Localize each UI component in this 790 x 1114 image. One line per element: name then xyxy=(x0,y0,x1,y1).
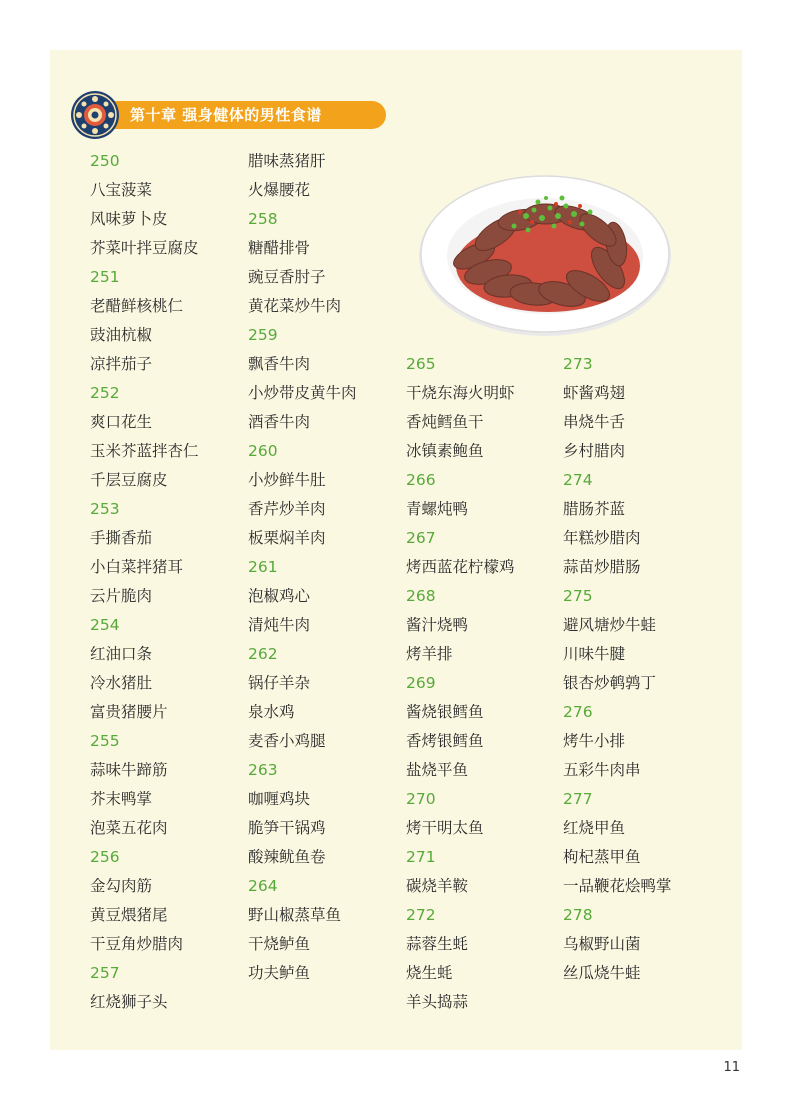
toc-recipe-title: 清炖牛肉 xyxy=(248,616,311,634)
toc-recipe-title: 金勾肉筋 xyxy=(90,877,153,895)
toc-recipe-title: 千层豆腐皮 xyxy=(90,471,168,489)
toc-recipe-title: 锅仔羊杂 xyxy=(248,674,311,692)
toc-page-number: 270 xyxy=(406,790,436,808)
toc-recipe-title: 酸辣鱿鱼卷 xyxy=(248,848,326,866)
toc-recipe-title: 年糕炒腊肉 xyxy=(563,529,641,547)
toc-page-number: 262 xyxy=(248,645,278,663)
toc-recipe-title: 风味萝卜皮 xyxy=(90,210,168,228)
toc-recipe-title: 火爆腰花 xyxy=(248,181,311,199)
toc-recipe-title: 腊味蒸猪肝 xyxy=(248,152,326,170)
toc-page-number: 263 xyxy=(248,761,278,779)
toc-recipe-title: 干豆角炒腊肉 xyxy=(90,935,184,953)
toc-recipe-title: 烤干明太鱼 xyxy=(406,819,484,837)
toc-page-number: 252 xyxy=(90,384,120,402)
toc-recipe-title: 泉水鸡 xyxy=(248,703,295,721)
toc-recipe-title: 虾酱鸡翅 xyxy=(563,384,626,402)
toc-page-number: 250 xyxy=(90,152,120,170)
toc-recipe-title: 豉油杭椒 xyxy=(90,326,153,344)
toc-recipe-title: 小炒带皮黄牛肉 xyxy=(248,384,357,402)
chapter-title: 第十章 强身健体的男性食谱 xyxy=(130,106,322,124)
toc-recipe-title: 乌椒野山菌 xyxy=(563,935,641,953)
toc-recipe-title: 云片脆肉 xyxy=(90,587,153,605)
toc-recipe-title: 红烧甲鱼 xyxy=(563,819,626,837)
toc-recipe-title: 泡菜五花肉 xyxy=(90,819,168,837)
toc-recipe-title: 八宝菠菜 xyxy=(90,181,153,199)
toc-page-number: 275 xyxy=(563,587,593,605)
toc-page-number: 273 xyxy=(563,355,593,373)
toc-page-number: 266 xyxy=(406,471,436,489)
toc-recipe-title: 小白菜拌猪耳 xyxy=(90,558,184,576)
toc-column-4 xyxy=(563,350,723,988)
toc-recipe-title: 青螺炖鸭 xyxy=(406,500,469,518)
toc-page-number: 276 xyxy=(563,703,593,721)
toc-page-number: 254 xyxy=(90,616,120,634)
toc-recipe-title: 小炒鲜牛肚 xyxy=(248,471,326,489)
toc-page-number: 256 xyxy=(90,848,120,866)
toc-recipe-title: 野山椒蒸草鱼 xyxy=(248,906,342,924)
toc-recipe-title: 酱烧银鳕鱼 xyxy=(406,703,484,721)
toc-page-number: 268 xyxy=(406,587,436,605)
chapter-emblem-icon xyxy=(70,90,120,140)
toc-page-number: 261 xyxy=(248,558,278,576)
toc-page-number: 267 xyxy=(406,529,436,547)
toc-recipe-title: 烤西蓝花柠檬鸡 xyxy=(406,558,515,576)
toc-recipe-title: 红烧狮子头 xyxy=(90,993,168,1011)
toc-recipe-title: 干烧东海火明虾 xyxy=(406,384,515,402)
toc-page-number: 260 xyxy=(248,442,278,460)
toc-recipe-title: 芥菜叶拌豆腐皮 xyxy=(90,239,199,257)
toc-page-number: 251 xyxy=(90,268,120,286)
toc-page-number: 258 xyxy=(248,210,278,228)
toc-recipe-title: 功夫鲈鱼 xyxy=(248,964,311,982)
toc-recipe-title: 豌豆香肘子 xyxy=(248,268,326,286)
toc-recipe-title: 糖醋排骨 xyxy=(248,239,311,257)
toc-page-number: 271 xyxy=(406,848,436,866)
toc-recipe-title: 红油口条 xyxy=(90,645,153,663)
toc-recipe-title: 芥末鸭掌 xyxy=(90,790,153,808)
toc-recipe-title: 爽口花生 xyxy=(90,413,153,431)
toc-recipe-title: 玉米芥蓝拌杏仁 xyxy=(90,442,199,460)
toc-page-number: 255 xyxy=(90,732,120,750)
toc-recipe-title: 烤牛小排 xyxy=(563,732,626,750)
toc-recipe-title: 一品鞭花烩鸭掌 xyxy=(563,877,672,895)
toc-recipe-title: 银杏炒鹌鹑丁 xyxy=(563,674,657,692)
toc-recipe-title: 烧生蚝 xyxy=(406,964,453,982)
toc-recipe-title: 泡椒鸡心 xyxy=(248,587,311,605)
toc-recipe-title: 蒜蓉生蚝 xyxy=(406,935,469,953)
toc-page-number: 259 xyxy=(248,326,278,344)
dish-photo xyxy=(416,168,674,338)
toc-recipe-title: 香芹炒羊肉 xyxy=(248,500,326,518)
toc-recipe-title: 咖喱鸡块 xyxy=(248,790,311,808)
toc-recipe-title: 老醋鲜核桃仁 xyxy=(90,297,184,315)
toc-recipe-title: 避风塘炒牛蛙 xyxy=(563,616,657,634)
toc-column-1 xyxy=(90,147,250,1017)
toc-recipe-title: 手撕香茄 xyxy=(90,529,153,547)
toc-recipe-title: 黄花菜炒牛肉 xyxy=(248,297,342,315)
toc-recipe-title: 酱汁烧鸭 xyxy=(406,616,469,634)
toc-recipe-title: 冷水猪肚 xyxy=(90,674,153,692)
toc-page-number: 269 xyxy=(406,674,436,692)
toc-recipe-title: 盐烧平鱼 xyxy=(406,761,469,779)
toc-recipe-title: 冰镇素鲍鱼 xyxy=(406,442,484,460)
toc-page-number: 253 xyxy=(90,500,120,518)
page-number: 11 xyxy=(723,1060,740,1075)
toc-page-number: 277 xyxy=(563,790,593,808)
toc-recipe-title: 麦香小鸡腿 xyxy=(248,732,326,750)
toc-recipe-title: 香炖鳕鱼干 xyxy=(406,413,484,431)
toc-page-number: 272 xyxy=(406,906,436,924)
toc-recipe-title: 蒜苗炒腊肠 xyxy=(563,558,641,576)
toc-recipe-title: 枸杞蒸甲鱼 xyxy=(563,848,641,866)
toc-recipe-title: 香烤银鳕鱼 xyxy=(406,732,484,750)
toc-recipe-title: 串烧牛舌 xyxy=(563,413,626,431)
toc-recipe-title: 五彩牛肉串 xyxy=(563,761,641,779)
toc-page-number: 274 xyxy=(563,471,593,489)
toc-recipe-title: 凉拌茄子 xyxy=(90,355,153,373)
toc-column-2 xyxy=(248,147,408,988)
toc-recipe-title: 富贵猪腰片 xyxy=(90,703,168,721)
toc-page-number: 264 xyxy=(248,877,278,895)
toc-recipe-title: 蒜味牛蹄筋 xyxy=(90,761,168,779)
toc-page-number: 265 xyxy=(406,355,436,373)
toc-recipe-title: 酒香牛肉 xyxy=(248,413,311,431)
toc-recipe-title: 川味牛腱 xyxy=(563,645,626,663)
toc-recipe-title: 腊肠芥蓝 xyxy=(563,500,626,518)
toc-recipe-title: 板栗焖羊肉 xyxy=(248,529,326,547)
toc-page-number: 278 xyxy=(563,906,593,924)
toc-recipe-title: 碳烧羊鞍 xyxy=(406,877,469,895)
toc-column-3 xyxy=(406,350,566,1017)
toc-recipe-title: 烤羊排 xyxy=(406,645,453,663)
toc-recipe-title: 羊头捣蒜 xyxy=(406,993,469,1011)
toc-recipe-title: 黄豆煨猪尾 xyxy=(90,906,168,924)
toc-page-number: 257 xyxy=(90,964,120,982)
toc-recipe-title: 飘香牛肉 xyxy=(248,355,311,373)
toc-recipe-title: 干烧鲈鱼 xyxy=(248,935,311,953)
toc-recipe-title: 脆笋干锅鸡 xyxy=(248,819,326,837)
toc-recipe-title: 丝瓜烧牛蛙 xyxy=(563,964,641,982)
chapter-header xyxy=(70,90,370,140)
toc-recipe-title: 乡村腊肉 xyxy=(563,442,626,460)
